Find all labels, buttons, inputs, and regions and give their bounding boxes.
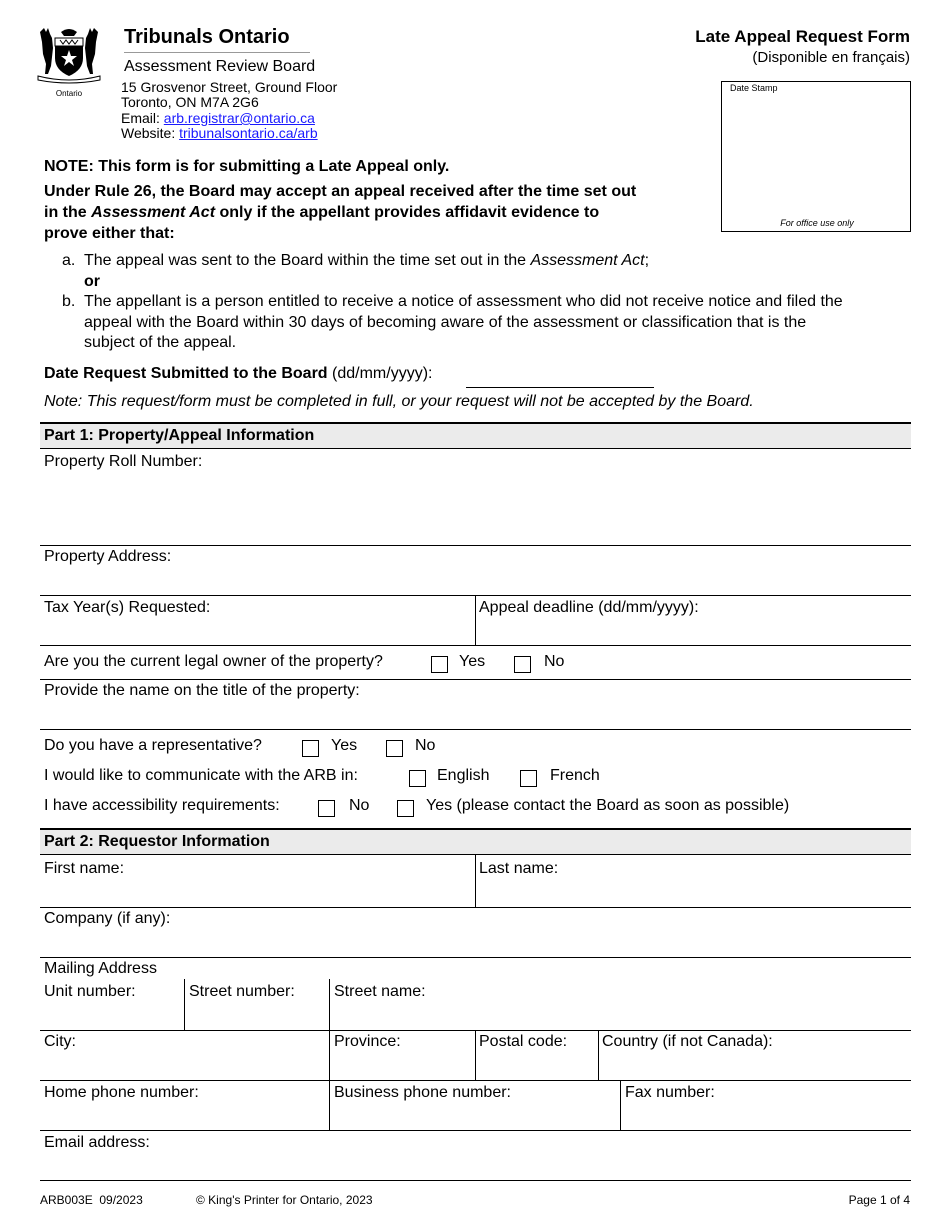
owner-no-label: No [544,653,565,670]
item-a-text [84,252,649,270]
province-label: Province: [334,1033,401,1050]
representative-question: Do you have a representative? [44,737,262,754]
item-a-italic: Assessment Act [530,252,645,269]
representative-no-checkbox[interactable] [386,740,403,757]
email-address-label: Email address: [44,1134,150,1151]
date-stamp-label: Date Stamp [730,83,778,93]
divider [40,1180,911,1181]
or-label: or [84,273,100,290]
language-english-label: English [437,767,490,784]
date-submitted-bold: Date Request Submitted to the Board [44,365,328,382]
item-b-marker: b. [62,293,76,310]
representative-yes-label: Yes [331,737,358,754]
ontario-logo [36,26,102,98]
form-code: ARB003E 09/2023 [40,1193,143,1207]
city-label: City: [44,1033,76,1050]
completion-note: Note: This request/form must be completed in full, or your request will not be accepted by the Board. [44,393,754,410]
mailing-address-heading: Mailing Address [44,960,157,977]
form-subtitle: (Disponible en français) [752,49,910,66]
divider [40,729,911,730]
accessibility-no-checkbox[interactable] [318,800,335,817]
org-name: Tribunals Ontario [124,26,290,48]
company-label: Company (if any): [44,910,171,927]
last-name-label: Last name: [479,860,559,877]
part-1-header [40,422,911,449]
late-appeal-note: NOTE: This form is for submitting a Late Appeal only. [44,158,450,175]
property-roll-label: Property Roll Number: [44,453,203,470]
office-use-label: For office use only [780,218,854,228]
item-a-part-2: ; [644,252,650,269]
date-submitted-label [44,365,432,383]
date-stamp-box [721,81,911,232]
country-label: Country (if not Canada): [602,1033,773,1050]
address-line-2: Toronto, ON M7A 2G6 [121,94,259,110]
website-label: Website: [121,125,180,141]
email-label: Email: [121,110,164,126]
accessibility-question: I have accessibility requirements: [44,797,280,814]
part-2-header [40,828,911,855]
item-b-line-1: The appellant is a person entitled to receive a notice of assessment who did not receive notice and filed the [84,293,843,310]
website-line [121,125,318,141]
org-underline [124,52,310,53]
email-line [121,110,315,126]
property-address-label: Property Address: [44,548,172,565]
form-title: Late Appeal Request Form [695,27,910,46]
item-b-line-2: appeal with the Board within 30 days of becoming aware of the assessment or classification that is the [84,314,807,331]
language-french-checkbox[interactable] [520,770,537,787]
divider [40,957,911,958]
language-question: I would like to communicate with the ARB in: [44,767,358,784]
email-address-field[interactable] [40,1131,911,1180]
street-name-label: Street name: [334,983,426,1000]
coat-of-arms-icon [36,26,102,84]
fax-label: Fax number: [625,1084,715,1101]
unit-number-label: Unit number: [44,983,136,1000]
date-submitted-field[interactable] [466,387,654,388]
part-2-title: Part 2: Requestor Information [44,833,270,850]
owner-no-checkbox[interactable] [514,656,531,673]
postal-code-label: Postal code: [479,1033,568,1050]
street-number-label: Street number: [189,983,295,1000]
language-french-label: French [550,767,600,784]
item-b-line-3: subject of the appeal. [84,334,237,351]
company-field[interactable] [40,908,911,957]
rule-26-text-a: in the [44,204,92,221]
board-name: Assessment Review Board [124,58,316,75]
date-format: (dd/mm/yyyy): [327,365,433,382]
page-number: Page 1 of 4 [848,1193,910,1207]
owner-yes-checkbox[interactable] [431,656,448,673]
assessment-act-italic: Assessment Act [91,204,216,221]
home-phone-label: Home phone number: [44,1084,199,1101]
owner-yes-label: Yes [459,653,486,670]
accessibility-yes-checkbox[interactable] [397,800,414,817]
title-name-label: Provide the name on the title of the property: [44,682,360,699]
website-link[interactable]: tribunalsontario.ca/arb [179,125,318,141]
representative-no-label: No [415,737,436,754]
rule-26-line-1: Under Rule 26, the Board may accept an appeal received after the time set out [44,183,637,200]
address-line-1: 15 Grosvenor Street, Ground Floor [121,79,338,95]
accessibility-yes-label: Yes (please contact the Board as soon as possible) [426,797,790,814]
representative-yes-checkbox[interactable] [302,740,319,757]
business-phone-label: Business phone number: [334,1084,511,1101]
email-link[interactable]: arb.registrar@ontario.ca [163,110,315,126]
divider [40,645,911,646]
first-name-label: First name: [44,860,125,877]
part-1-title: Part 1: Property/Appeal Information [44,427,315,444]
item-a-marker: a. [62,252,76,269]
item-a-part-1: The appeal was sent to the Board within the time set out in the [84,252,531,269]
accessibility-no-label: No [349,797,370,814]
tax-year-label: Tax Year(s) Requested: [44,599,211,616]
logo-caption: Ontario [55,89,83,98]
rule-26-line-3: prove either that: [44,225,175,242]
copyright: © King's Printer for Ontario, 2023 [196,1193,373,1207]
appeal-deadline-label: Appeal deadline (dd/mm/yyyy): [479,599,699,616]
city-field[interactable] [40,1031,329,1080]
owner-question: Are you the current legal owner of the property? [44,653,383,670]
rule-26-line-2 [44,204,599,222]
language-english-checkbox[interactable] [409,770,426,787]
rule-26-text-b: only if the appellant provides affidavit evidence to [215,204,600,221]
